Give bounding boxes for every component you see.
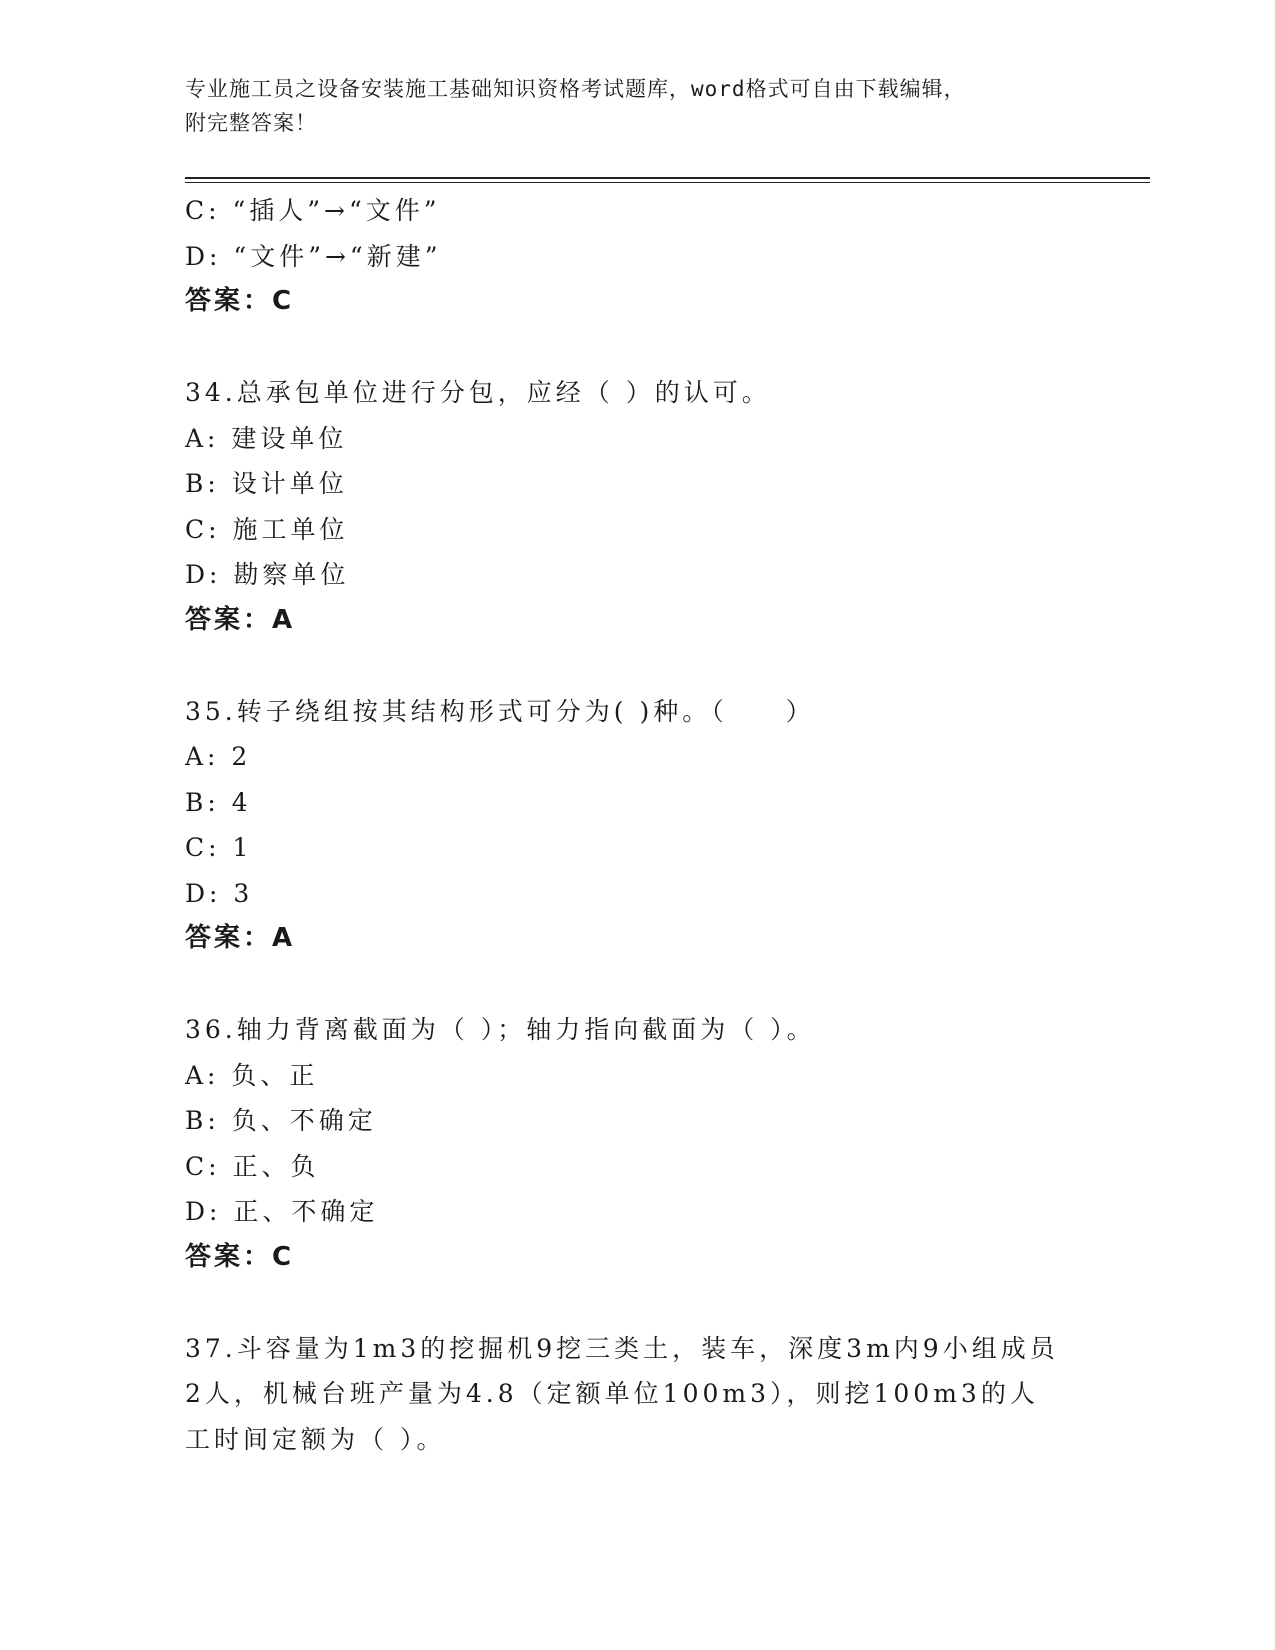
answer-line: 答案：A [185, 923, 296, 953]
answer-line: 答案：C [185, 286, 295, 316]
question-text: 34.总承包单位进行分包，应经（ ）的认可。 [185, 378, 771, 407]
option-a: A: 建设单位 [185, 423, 348, 453]
header-rule-thin [185, 182, 1150, 183]
option-d: D: “文件”→“新建” [185, 241, 442, 271]
option-d: D: 3 [185, 878, 254, 908]
option-b: B: 4 [185, 787, 252, 817]
option-b: B: 负、不确定 [185, 1106, 377, 1135]
answer-line: 答案：A [185, 604, 296, 635]
question-text: 35.转子绕组按其结构形式可分为( )种。（ ） [185, 696, 815, 726]
header-rule-thick [185, 177, 1150, 179]
question-35 [185, 689, 1085, 962]
header-line-1: 专业施工员之设备安装施工基础知识资格考试题库，word格式可自由下载编辑， [185, 77, 966, 101]
document-header [185, 72, 1065, 140]
option-a: A: 2 [185, 742, 252, 771]
spacer [185, 325, 1085, 371]
spacer [185, 962, 1085, 1008]
question-36 [185, 1007, 1085, 1280]
option-d: D: 勘察单位 [185, 560, 350, 589]
option-d: D: 正、不确定 [185, 1197, 379, 1226]
spacer [185, 1280, 1085, 1326]
question-37 [185, 1326, 1085, 1463]
option-c: C: 施工单位 [185, 514, 349, 544]
option-b: B: 设计单位 [185, 469, 348, 498]
option-c: C: 正、负 [185, 1151, 320, 1181]
header-line-2: 附完整答案！ [185, 111, 317, 135]
answer-line: 答案：C [185, 1241, 295, 1272]
question-34 [185, 370, 1085, 643]
spacer [185, 643, 1085, 689]
option-c: C: 1 [185, 833, 253, 862]
option-c: C: “插人”→“文件” [185, 196, 441, 225]
question-text: 37.斗容量为1m3的挖掘机9挖三类土，装车，深度3m内9小组成员2人，机械台班产量为4.8（定额单位100m3），则挖100m3的人工时间定额为（ ）。 [185, 1333, 1059, 1454]
question-text: 36.轴力背离截面为（ ）；轴力指向截面为（ ）。 [185, 1015, 816, 1044]
question-33-continued [185, 188, 1085, 325]
question-list [185, 188, 1085, 1462]
option-a: A: 负、正 [185, 1060, 319, 1090]
